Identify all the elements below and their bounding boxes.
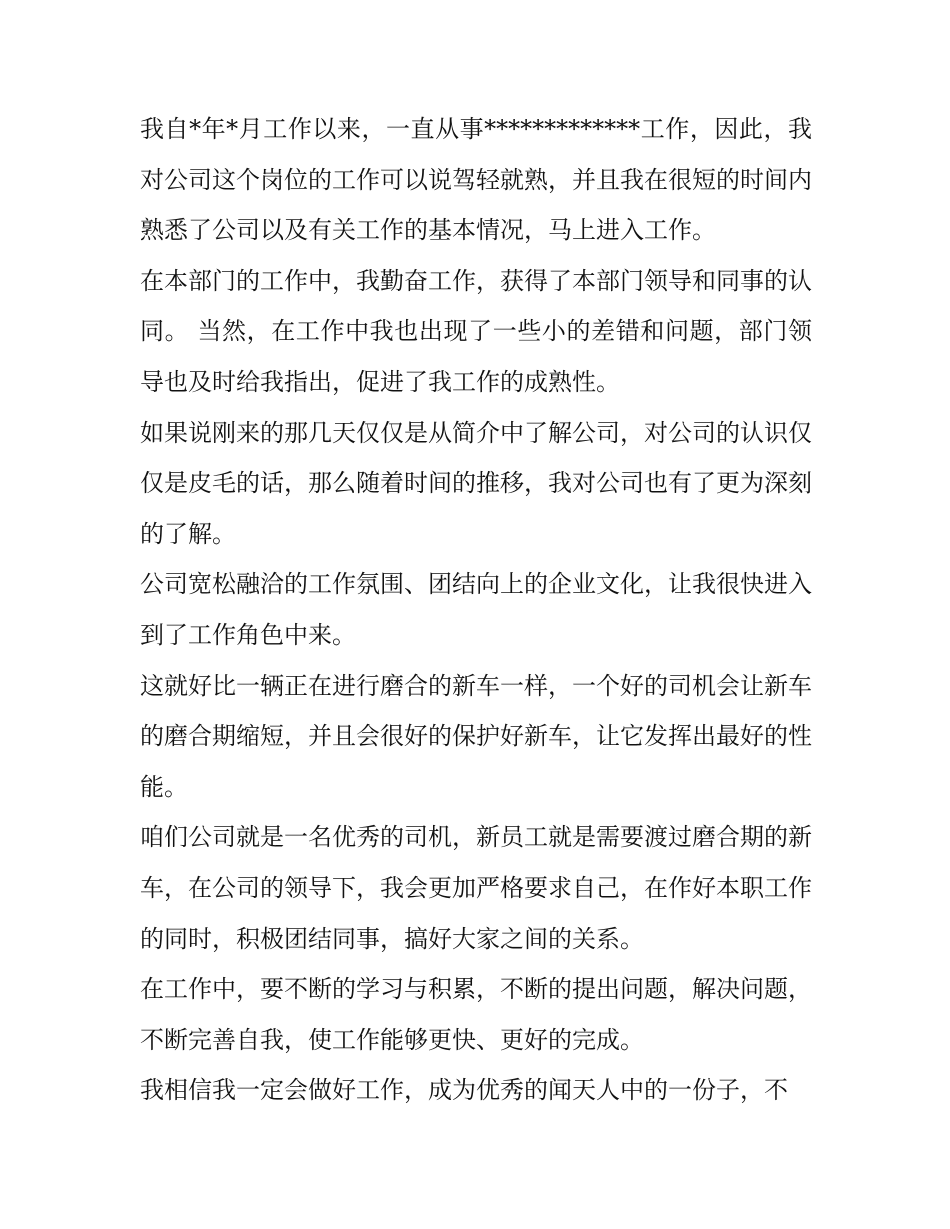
paragraph-8: 我相信我一定会做好工作，成为优秀的闻天人中的一份子，不 (140, 1076, 788, 1105)
paragraph-7: 在工作中，要不断的学习与积累，不断的提出问题，解决问题，不断完善自我，使工作能够更快、更好的完成。 (140, 975, 812, 1054)
paragraph-2: 在本部门的工作中，我勤奋工作，获得了本部门领导和同事的认同。 当然，在工作中我也出现了一些小的差错和问题，部门领导也及时给我指出，促进了我工作的成熟性。 (140, 266, 812, 396)
paragraph-1: 我自*年*月工作以来，一直从事*************工作，因此，我对公司这个岗位的工作可以说驾轻就熟，并且我在很短的时间内熟悉了公司以及有关工作的基本情况，马上进入工作。 (140, 115, 812, 245)
document-body (140, 104, 812, 1116)
paragraph-3: 如果说刚来的那几天仅仅是从简介中了解公司，对公司的认识仅仅是皮毛的话，那么随着时间的推移，我对公司也有了更为深刻的了解。 (140, 418, 812, 548)
paragraph-6: 咱们公司就是一名优秀的司机，新员工就是需要渡过磨合期的新车，在公司的领导下，我会更加严格要求自己，在作好本职工作的同时，积极团结同事，搞好大家之间的关系。 (140, 823, 812, 953)
paragraph-5: 这就好比一辆正在进行磨合的新车一样，一个好的司机会让新车的磨合期缩短，并且会很好的保护好新车，让它发挥出最好的性能。 (140, 671, 812, 801)
paragraph-4: 公司宽松融洽的工作氛围、团结向上的企业文化，让我很快进入到了工作角色中来。 (140, 570, 812, 649)
